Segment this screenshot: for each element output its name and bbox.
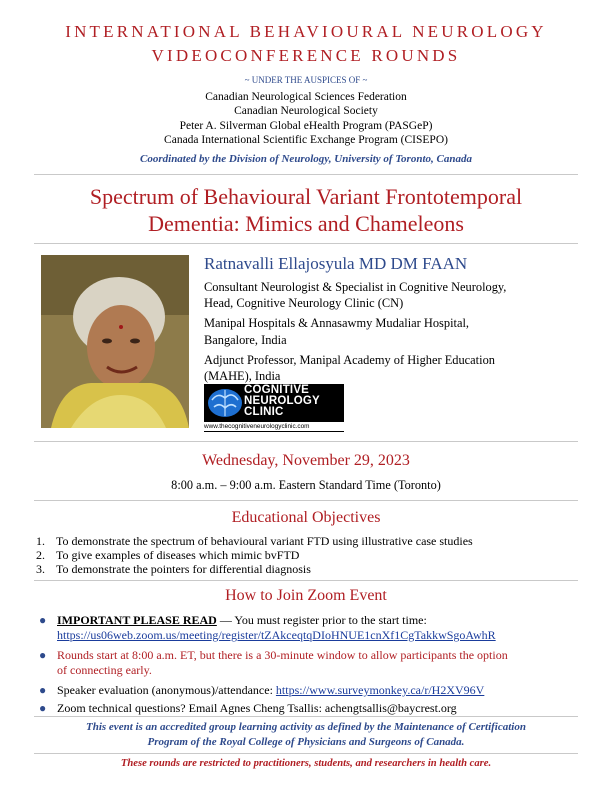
org-item: Canadian Neurological Society (234, 105, 378, 118)
event-date: Wednesday, November 29, 2023 (202, 452, 410, 469)
divider (34, 753, 578, 754)
tech-contact: Zoom technical questions? Email Agnes Cheng Tsallis: achengtsallis@baycrest.org (57, 701, 457, 715)
objectives-heading: Educational Objectives (231, 509, 381, 526)
logo-line-3: CLINIC (244, 406, 284, 418)
header-line-2: VIDEOCONFERENCE ROUNDS (151, 46, 461, 65)
speaker-bio (204, 279, 584, 384)
restriction-note: These rounds are restricted to practitioners, students, and researchers in health care. (120, 758, 492, 769)
divider (34, 580, 578, 581)
org-item: Canadian Neurological Sciences Federation (205, 91, 407, 103)
speaker-bio-line: Manipal Hospitals & Annasawmy Mudaliar Hospital, (204, 316, 469, 331)
divider (34, 174, 578, 175)
logo-line-1: COGNITIVE (244, 384, 310, 396)
divider (34, 716, 578, 717)
speaker-bio-line: (MAHE), India (204, 369, 281, 384)
survey-link[interactable]: https://www.surveymonkey.ca/r/H2XV96V (275, 683, 485, 697)
speaker-bio-line: Head, Cognitive Neurology Clinic (CN) (204, 296, 404, 311)
talk-title (0, 183, 612, 237)
auspices-label: ~ UNDER THE AUSPICES OF ~ (244, 75, 368, 85)
divider (34, 500, 578, 501)
zoom-item: ● Rounds start at 8:00 a.m. ET, but there is a 30-minute window to allow participants the option of connecting early. (39, 648, 508, 677)
org-list (0, 90, 612, 147)
bullet-icon: ● (39, 701, 47, 715)
bullet-icon: ● (39, 613, 47, 627)
org-item: Peter A. Silverman Global eHealth Program (PASGeP) (179, 119, 433, 132)
logo-url: www.thecognitiveneurologyclinic.com (204, 422, 344, 431)
objective-item: 3. To demonstrate the pointers for differential diagnosis (36, 562, 311, 576)
header-line-1: INTERNATIONAL BEHAVIOURAL NEUROLOGY (65, 22, 547, 41)
coordinated-by: Coordinated by the Division of Neurology, University of Toronto, Canada (140, 153, 472, 165)
register-link[interactable]: https://us06web.zoom.us/meeting/register/tZAkceqtqDIoHNUE1cnXf1CgTakkwSgoAwhR (57, 628, 496, 642)
speaker-photo (41, 255, 189, 428)
brain-icon (206, 386, 244, 420)
divider (34, 441, 578, 442)
event-time: 8:00 a.m. – 9:00 a.m. Eastern Standard Time (Toronto) (171, 478, 441, 492)
objectives-list (36, 534, 596, 576)
important-label: IMPORTANT PLEASE READ (57, 613, 217, 627)
accreditation: This event is an accredited group learning activity as defined by the Maintenance of Certification Program of the Royal College of Physicians and Surgeons of Canada. (86, 721, 526, 748)
talk-title-line-1: Spectrum of Behavioural Variant Frontotemporal (89, 184, 523, 209)
logo-line-2: NEUROLOGY (244, 395, 320, 407)
zoom-list (39, 613, 597, 716)
speaker-bio-line: Consultant Neurologist & Specialist in Cognitive Neurology, (204, 280, 507, 294)
speaker-bio-line: Bangalore, India (204, 332, 287, 347)
speaker-bio-line: Adjunct Professor, Manipal Academy of Higher Education (204, 352, 495, 367)
zoom-item (39, 701, 597, 716)
bullet-icon: ● (39, 648, 47, 662)
zoom-item: ● IMPORTANT PLEASE READ — You must register prior to the start time: https://us06web.zoom.us/meeting/register/tZAkceqtqDIoHNUE1cnXf1CgTakkwSgoAwhR (39, 613, 496, 642)
speaker-name: Ratnavalli Ellajosyula MD DM FAAN (204, 254, 468, 273)
talk-title-line-2: Dementia: Mimics and Chameleons (148, 211, 464, 236)
org-item: Canada International Scientific Exchange Program (CISEPO) (164, 133, 448, 146)
objective-item: 2. To give examples of diseases which mimic bvFTD (36, 548, 300, 562)
objective-item: 1. To demonstrate the spectrum of behavioural variant FTD using illustrative case studies (36, 534, 473, 548)
zoom-item: ● Speaker evaluation (anonymous)/attendance: https://www.surveymonkey.ca/r/H2XV96V (39, 683, 485, 697)
zoom-heading: How to Join Zoom Event (225, 587, 387, 604)
clinic-logo (204, 384, 344, 432)
bullet-icon: ● (39, 683, 47, 697)
divider (34, 243, 578, 244)
